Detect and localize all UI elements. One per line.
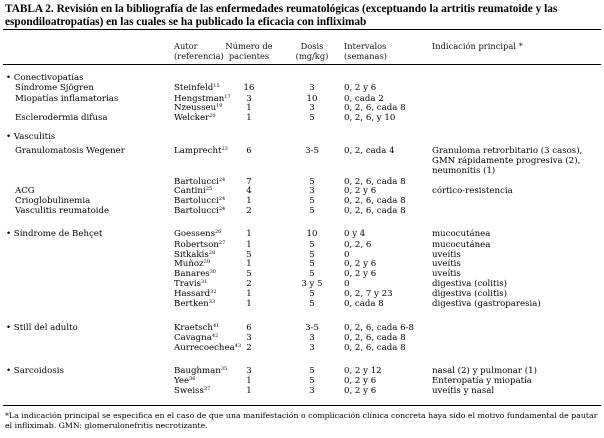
cell-autor xyxy=(174,103,222,113)
cell-autor xyxy=(174,229,221,239)
cell-autor xyxy=(174,376,195,386)
table-row xyxy=(0,83,604,93)
cell-dosis: 3 xyxy=(309,343,315,353)
autor-name: Lamprecht xyxy=(174,146,222,156)
reference-number: 31 xyxy=(200,279,208,285)
cell-autor xyxy=(174,333,218,343)
header-pacientes-line1: Número de xyxy=(225,41,273,51)
cell-intervalos: 0, 2, 6, cada 8 xyxy=(344,177,406,187)
table-row xyxy=(0,323,604,333)
reference-number: 41 xyxy=(212,323,220,329)
reference-number: 27 xyxy=(218,240,226,246)
table-row xyxy=(0,343,604,353)
cell-dosis: 5 xyxy=(309,113,315,123)
header-dosis-line1: Dosis xyxy=(300,41,324,51)
cell-group: • Síndrome de Behçet xyxy=(6,229,103,239)
table-row xyxy=(0,113,604,123)
table-row xyxy=(0,376,604,386)
cell-dosis: 5 xyxy=(309,269,315,279)
header-indicacion xyxy=(432,41,523,51)
header-dosis-line2: (mg/kg) xyxy=(295,51,329,61)
table-row xyxy=(0,103,604,113)
cell-intervalos: 0, 2 y 12 xyxy=(344,366,382,376)
table-row xyxy=(0,240,604,250)
autor-name: Bertken xyxy=(174,299,209,309)
reference-number: 20 xyxy=(209,113,216,119)
cell-pacientes: 2 xyxy=(246,206,252,216)
cell-indicacion: Granuloma retrorbitario (3 casos), xyxy=(432,146,583,156)
cell-intervalos: 0 y 4 xyxy=(344,229,366,239)
autor-name: Cavagna xyxy=(174,333,212,343)
table-title: TABLA 2. Revisión en la bibliografía de las enfermedades reumatológicas (exceptuando la artritis reumatoide y las espondiloatropatías) en las cuales se ha publicado la eficacia con infliximab xyxy=(5,3,558,28)
cell-intervalos: 0, 2, 7 y 23 xyxy=(344,289,393,299)
cell-pacientes: 1 xyxy=(246,299,252,309)
cell-dosis: 5 xyxy=(309,177,315,187)
cell-pacientes: 2 xyxy=(246,279,252,289)
table-row xyxy=(0,166,604,176)
cell-autor xyxy=(174,299,215,309)
table-row xyxy=(0,156,604,166)
cell-dosis: 3 xyxy=(309,103,315,113)
cell-autor xyxy=(174,146,228,156)
cell-intervalos: 0, 2 y 6 xyxy=(344,386,377,396)
table-row xyxy=(0,186,604,196)
autor-name: Cantini xyxy=(174,186,206,196)
cell-pacientes: 5 xyxy=(246,250,252,260)
reference-number: 28 xyxy=(208,250,216,256)
cell-dosis: 5 xyxy=(309,206,315,216)
table-row xyxy=(0,333,604,343)
cell-autor xyxy=(174,83,220,93)
cell-pacientes: 1 xyxy=(246,103,252,113)
cell-pacientes: 1 xyxy=(246,240,252,250)
autor-name: Bartolucci xyxy=(174,177,219,187)
cell-dosis: 3 xyxy=(309,83,315,93)
cell-intervalos: 0, 2, 6, y 10 xyxy=(344,113,396,123)
header-autor-line1: Autor xyxy=(174,41,198,51)
cell-intervalos: 0, 2 y 6 xyxy=(344,376,377,386)
cell-dosis: 3 xyxy=(309,186,315,196)
reference-number: 15 xyxy=(213,83,220,89)
cell-pacientes: 1 xyxy=(246,113,252,123)
table-row xyxy=(0,259,604,269)
cell-autor xyxy=(174,386,210,396)
cell-intervalos: 0, 2 y 6 xyxy=(344,269,377,279)
cell-dosis: 5 xyxy=(309,240,315,250)
header-dosis xyxy=(290,41,334,61)
autor-name: Sitkakis xyxy=(174,250,209,260)
cell-indicacion: Enteropatía y miopatía xyxy=(432,376,532,386)
cell-pacientes: 1 xyxy=(246,386,252,396)
cell-indicacion: mucocutánea xyxy=(432,240,491,250)
cell-dosis: 3 xyxy=(309,386,315,396)
reference-number: 36 xyxy=(189,376,196,382)
cell-dosis: 5 xyxy=(309,366,315,376)
reference-number: 17 xyxy=(224,94,231,100)
reference-number: 26 xyxy=(214,229,222,235)
reference-number: 24 xyxy=(218,177,226,183)
reference-number: 19 xyxy=(216,103,223,109)
reference-number: 24 xyxy=(218,206,226,212)
table-row xyxy=(0,269,604,279)
cell-indicacion: digestiva (colitis) xyxy=(432,289,507,299)
cell-dosis: 5 xyxy=(309,250,315,260)
cell-indicacion: neumonitis (1) xyxy=(432,166,496,176)
cell-disease: Crioglobulinemia xyxy=(15,196,91,206)
cell-indicacion: GMN rápidamente progresiva (2), xyxy=(432,156,581,166)
autor-name: Yee xyxy=(174,376,190,386)
cell-disease: Síndrome Sjögren xyxy=(15,83,94,93)
cell-autor xyxy=(174,269,216,279)
cell-pacientes: 1 xyxy=(246,196,252,206)
cell-pacientes: 3 xyxy=(246,94,252,104)
cell-group: • Conectivopatías xyxy=(6,73,84,83)
cell-intervalos: 0, 2, 6, cada 8 xyxy=(344,343,406,353)
cell-dosis: 10 xyxy=(306,94,318,104)
autor-name: Sweiss xyxy=(174,386,204,396)
cell-disease: Esclerodermia difusa xyxy=(15,113,108,123)
cell-autor xyxy=(174,206,225,216)
cell-autor xyxy=(174,240,225,250)
cell-dosis: 5 xyxy=(309,376,315,386)
reference-number: 33 xyxy=(208,299,216,305)
cell-autor xyxy=(174,279,207,289)
cell-group: • Still del adulto xyxy=(6,323,78,333)
cell-dosis: 5 xyxy=(309,299,315,309)
table-row xyxy=(0,73,604,83)
autor-name: Muñoz xyxy=(174,259,204,269)
cell-pacientes: 4 xyxy=(246,186,252,196)
header-pacientes xyxy=(224,41,274,61)
cell-pacientes: 7 xyxy=(246,177,252,187)
cell-group: • Sarcoidosis xyxy=(6,366,64,376)
cell-indicacion: uveítis xyxy=(432,250,461,260)
cell-pacientes: 6 xyxy=(246,323,252,333)
cell-pacientes: 3 xyxy=(246,366,252,376)
header-intervalos-line2: (semanas) xyxy=(344,51,388,61)
cell-indicacion: mucocutánea xyxy=(432,229,491,239)
table-row xyxy=(0,206,604,216)
table-row xyxy=(0,146,604,156)
cell-intervalos: 0, cada 2 xyxy=(344,94,384,104)
table-row xyxy=(0,299,604,309)
cell-intervalos: 0, 2, 6, cada 8 xyxy=(344,103,406,113)
cell-indicacion: digestiva (gastroparesia) xyxy=(432,299,541,309)
reference-number: 35 xyxy=(220,366,228,372)
cell-intervalos: 0, 2, 6, cada 8 xyxy=(344,196,406,206)
cell-intervalos: 0, 2, 6, cada 8 xyxy=(344,333,406,343)
cell-pacientes: 2 xyxy=(246,343,252,353)
header-indicacion-line1: Indicación principal * xyxy=(432,41,523,51)
cell-autor xyxy=(174,113,216,123)
cell-disease: Granulomatosis Wegener xyxy=(15,146,125,156)
autor-name: Banares xyxy=(174,269,210,279)
cell-dosis: 3-5 xyxy=(305,146,319,156)
cell-pacientes: 16 xyxy=(243,83,255,93)
cell-dosis: 5 xyxy=(309,196,315,206)
cell-intervalos: 0 xyxy=(344,279,350,289)
autor-name: Aurrecoechea xyxy=(174,343,235,353)
cell-intervalos: 0, cada 8 xyxy=(344,299,384,309)
cell-intervalos: 0, 2, 6, cada 6-8 xyxy=(344,323,414,333)
table-row xyxy=(0,289,604,299)
bottom-rule xyxy=(3,405,601,406)
autor-name: Nzeusseu xyxy=(174,103,217,113)
cell-indicacion: uveítis y nasal xyxy=(432,386,495,396)
cell-indicacion: digestiva (colitis) xyxy=(432,279,507,289)
cell-autor xyxy=(174,186,212,196)
cell-autor xyxy=(174,323,219,333)
cell-intervalos: 0, 2, 6 xyxy=(344,240,372,250)
autor-name: Baughman xyxy=(174,366,221,376)
cell-indicacion: uveítis xyxy=(432,259,461,269)
cell-dosis: 5 xyxy=(309,259,315,269)
header-autor-line2: (referencia) xyxy=(174,51,224,61)
cell-autor xyxy=(174,196,225,206)
cell-intervalos: 0, 2, cada 4 xyxy=(344,146,395,156)
autor-name: Steinfeld xyxy=(174,83,214,93)
autor-name: Hassard xyxy=(174,289,211,299)
header-autor xyxy=(174,41,224,61)
cell-intervalos: 0, 2 y 6 xyxy=(344,186,377,196)
cell-autor xyxy=(174,289,217,299)
cell-intervalos: 0 xyxy=(344,250,350,260)
cell-pacientes: 1 xyxy=(246,289,252,299)
cell-indicacion: uveítis xyxy=(432,269,461,279)
reference-number: 24 xyxy=(218,196,226,202)
cell-intervalos: 0, 2 y 6 xyxy=(344,259,377,269)
cell-pacientes: 6 xyxy=(246,146,252,156)
cell-disease: Vasculitis reumatoide xyxy=(15,206,110,216)
cell-pacientes: 1 xyxy=(246,259,252,269)
autor-name: Hengstman xyxy=(174,94,225,104)
autor-name: Bartolucci xyxy=(174,206,219,216)
cell-dosis: 10 xyxy=(306,229,318,239)
autor-name: Goessens xyxy=(174,229,215,239)
table-row xyxy=(0,229,604,239)
header-intervalos xyxy=(344,41,387,61)
cell-pacientes: 1 xyxy=(246,376,252,386)
reference-number: 25 xyxy=(205,186,213,192)
autor-name: Bartolucci xyxy=(174,196,219,206)
cell-dosis: 3 xyxy=(309,333,315,343)
reference-number: 42 xyxy=(211,333,219,339)
table-row xyxy=(0,366,604,376)
cell-pacientes: 1 xyxy=(246,229,252,239)
table-row xyxy=(0,196,604,206)
cell-autor xyxy=(174,259,210,269)
cell-autor xyxy=(174,366,227,376)
autor-name: Welcker xyxy=(174,113,210,123)
cell-indicacion: nasal (2) y pulmonar (1) xyxy=(432,366,537,376)
table-row xyxy=(0,386,604,396)
autor-name: Travis xyxy=(174,279,201,289)
table-footnote: *La indicación principal se especifica en el caso de que una manifestación o complicación clínica concreta haya sido el motivo fundamental de pautar el infliximab. GMN: glomerulonefritis necrotizante. xyxy=(5,411,598,430)
header-intervalos-line1: Intervalos xyxy=(344,41,387,51)
cell-pacientes: 3 xyxy=(246,333,252,343)
table-row xyxy=(0,279,604,289)
cell-intervalos: 0, 2, 6, cada 8 xyxy=(344,206,406,216)
cell-pacientes: 5 xyxy=(246,269,252,279)
cell-intervalos: 0, 2 y 6 xyxy=(344,83,377,93)
cell-dosis: 3-5 xyxy=(305,323,319,333)
autor-name: Robertson xyxy=(174,240,219,250)
reference-number: 43 xyxy=(234,343,242,349)
header-pacientes-line2: pacientes xyxy=(228,51,270,61)
cell-disease: Miopatías inflamatorias xyxy=(15,94,119,104)
autor-name: Kraetsch xyxy=(174,323,213,333)
cell-dosis: 3 y 5 xyxy=(301,279,323,289)
reference-number: 23 xyxy=(221,146,228,152)
cell-dosis: 5 xyxy=(309,289,315,299)
header-rule xyxy=(3,64,601,65)
reference-number: 30 xyxy=(209,269,217,275)
cell-group: • Vasculitis xyxy=(6,132,56,142)
reference-number: 29 xyxy=(203,259,210,265)
table-row xyxy=(0,132,604,142)
cell-disease: ACG xyxy=(15,186,35,196)
reference-number: 32 xyxy=(210,289,217,295)
cell-indicacion: córtico-resistencia xyxy=(432,186,513,196)
top-rule xyxy=(3,29,601,30)
reference-number: 37 xyxy=(203,386,211,392)
